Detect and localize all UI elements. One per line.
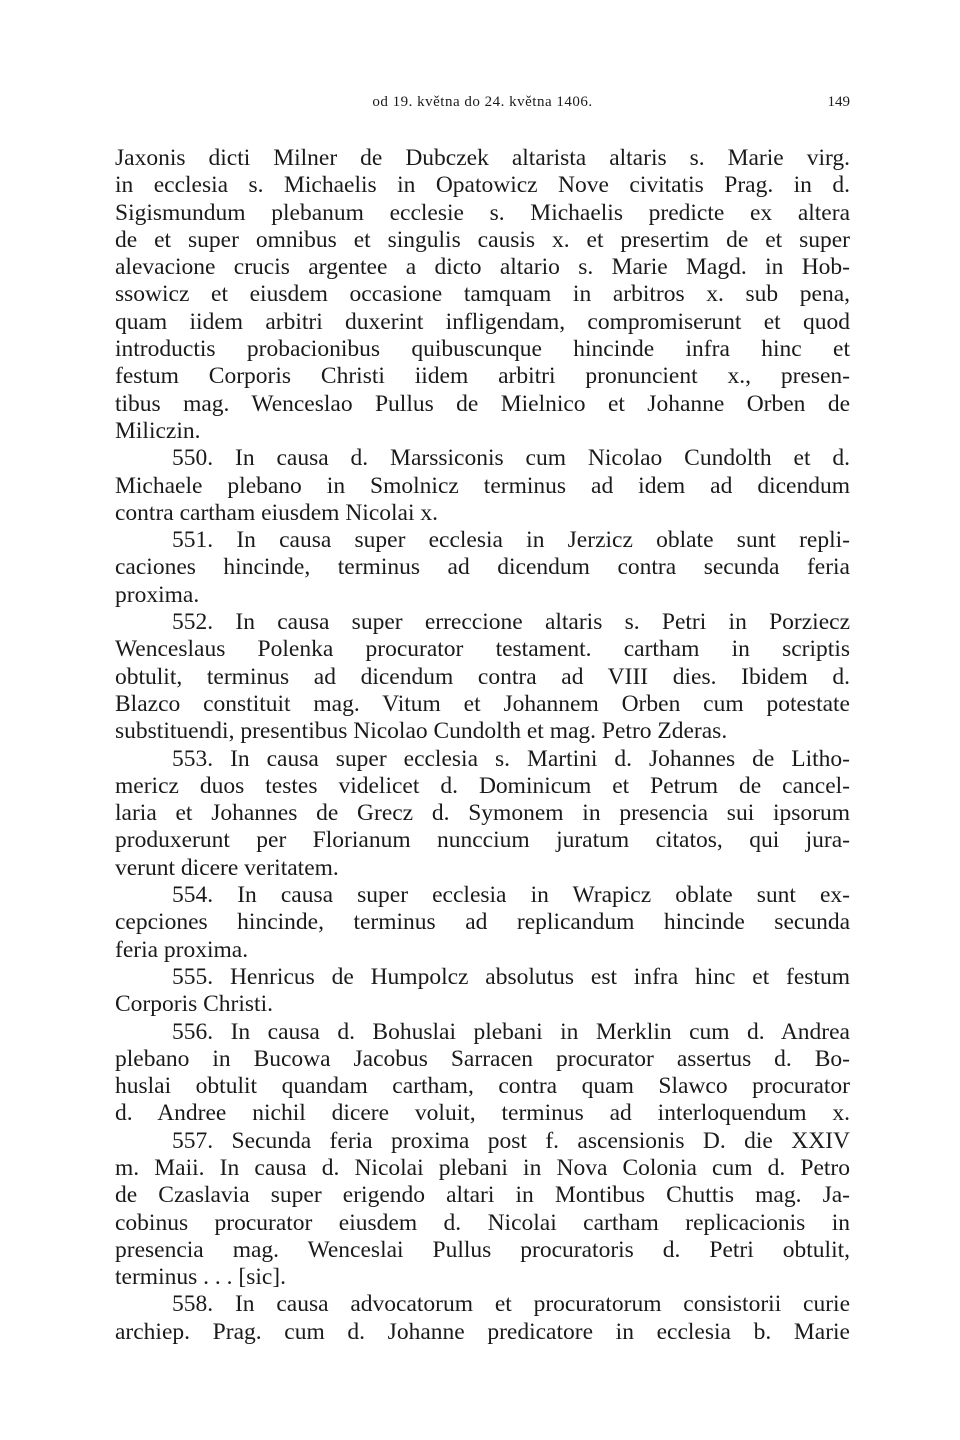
text-line: Wenceslaus Polenka procurator testament. cartham in scriptis (115, 636, 850, 663)
text-line: de Czaslavia super erigendo altari in Montibus Chuttis mag. Ja- (115, 1182, 850, 1209)
text-line: de et super omnibus et singulis causis x. et presertim de et super (115, 226, 850, 253)
text-line: quam iidem arbitri duxerint infligendam, compromiserunt et quod (115, 308, 850, 335)
text-line: contra cartham eiusdem Nicolai x. (115, 499, 438, 526)
text-line: terminus . . . [sic]. (115, 1264, 286, 1291)
text-line: introductis probacionibus quibuscunque hincinde infra hinc et (115, 336, 850, 363)
text-line: Sigismundum plebanum ecclesie s. Michaelis predicte ex altera (115, 199, 850, 226)
body-text (115, 145, 850, 1346)
text-line: 554. In causa super ecclesia in Wrapicz oblate sunt ex- (172, 882, 850, 909)
text-line: plebano in Bucowa Jacobus Sarracen procurator assertus d. Bo- (115, 1045, 850, 1072)
text-line: cobinus procurator eiusdem d. Nicolai cartham replicacionis in (115, 1209, 850, 1236)
text-line: 558. In causa advocatorum et procuratorum consistorii curie (172, 1291, 850, 1318)
text-line: Michaele plebano in Smolnicz terminus ad idem ad dicendum (115, 472, 850, 499)
text-line: 551. In causa super ecclesia in Jerzicz oblate sunt repli- (172, 527, 850, 554)
text-line: alevacione crucis argentee a dicto altario s. Marie Magd. in Hob- (115, 254, 850, 281)
text-line: mericz duos testes videlicet d. Dominicum et Petrum de cancel- (115, 772, 850, 799)
text-line: 552. In causa super erreccione altaris s. Petri in Porziecz (172, 609, 850, 636)
text-line: 553. In causa super ecclesia s. Martini d. Johannes de Litho- (172, 745, 850, 772)
text-line: substituendi, presentibus Nicolao Cundolth et mag. Petro Zderas. (115, 718, 728, 745)
text-line: m. Maii. In causa d. Nicolai plebani in Nova Colonia cum d. Petro (115, 1154, 850, 1181)
text-line: Corporis Christi. (115, 991, 273, 1018)
text-line: Miliczin. (115, 417, 201, 444)
text-line: 556. In causa d. Bohuslai plebani in Merklin cum d. Andrea (172, 1018, 850, 1045)
text-line: Jaxonis dicti Milner de Dubczek altarista altaris s. Marie virg. (115, 145, 850, 171)
text-line: d. Andree nichil dicere voluit, terminus ad interloquendum x. (115, 1100, 850, 1127)
text-line: produxerunt per Florianum nunccium juratum citatos, qui jura- (115, 827, 850, 854)
text-line: presencia mag. Wenceslai Pullus procuratoris d. Petri obtulit, (115, 1236, 850, 1263)
text-line: caciones hincinde, terminus ad dicendum contra secunda feria (115, 554, 850, 581)
text-line: verunt dicere veritatem. (115, 854, 339, 881)
page-number: 149 (827, 94, 850, 110)
text-line: obtulit, terminus ad dicendum contra ad VIII dies. Ibidem d. (115, 663, 850, 690)
running-title: od 19. května do 24. května 1406. (372, 94, 593, 110)
text-line: 550. In causa d. Marssiconis cum Nicolao Cundolth et d. (172, 445, 850, 472)
running-head (115, 94, 850, 118)
text-line: feria proxima. (115, 936, 249, 963)
text-line: huslai obtulit quandam cartham, contra quam Slawco procurator (115, 1073, 850, 1100)
text-line: in ecclesia s. Michaelis in Opatowicz Nove civitatis Prag. in d. (115, 172, 850, 199)
text-line: festum Corporis Christi iidem arbitri pronuncient x., presen- (115, 363, 850, 390)
text-line: archiep. Prag. cum d. Johanne predicatore in ecclesia b. Marie (115, 1318, 850, 1345)
text-line: Blazco constituit mag. Vitum et Johannem Orben cum potestate (115, 690, 850, 717)
text-line: cepciones hincinde, terminus ad replicandum hincinde secunda (115, 909, 850, 936)
text-line: tibus mag. Wenceslao Pullus de Mielnico et Johanne Orben de (115, 390, 850, 417)
text-line: proxima. (115, 581, 200, 608)
text-line: 555. Henricus de Humpolcz absolutus est infra hinc et festum (172, 963, 850, 990)
text-line: 557. Secunda feria proxima post f. ascensionis D. die XXIV (172, 1127, 850, 1154)
text-line: laria et Johannes de Grecz d. Symonem in presencia sui ipsorum (115, 800, 850, 827)
text-line: ssowicz et eiusdem occasione tamquam in arbitros x. sub pena, (115, 281, 850, 308)
